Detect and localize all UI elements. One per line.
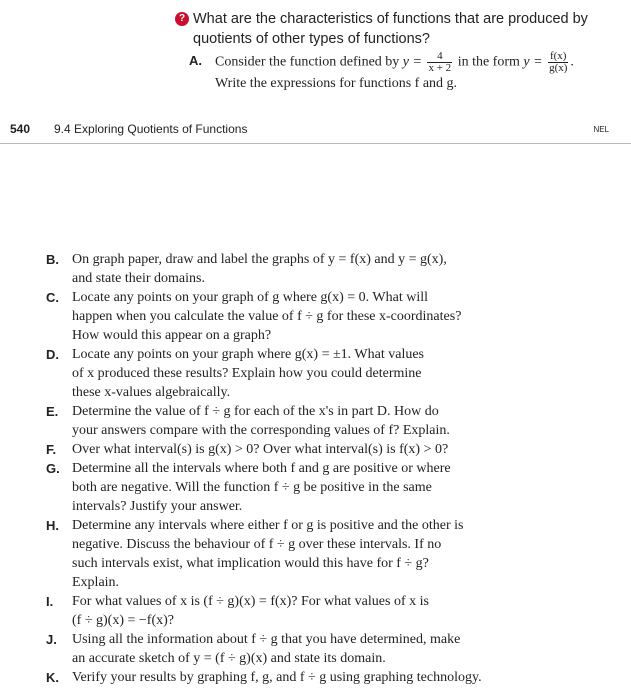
part-text-line: both are negative. Will the function f ÷ g be positive in the same [72, 480, 432, 495]
part-text [72, 288, 552, 345]
page-header [0, 122, 631, 140]
part-letter: D. [46, 347, 59, 362]
part-text [72, 459, 552, 516]
part-text-line: Using all the information about f ÷ g that you have determined, make [72, 632, 461, 647]
part-a [189, 51, 609, 95]
part-a-eq: y = [402, 54, 426, 70]
part-text [72, 250, 552, 288]
part-item [46, 440, 616, 459]
part-item [46, 516, 616, 592]
fraction-denominator: g(x) [549, 62, 568, 74]
part-item [46, 668, 616, 687]
part-text-line: (f ÷ g)(x) = −f(x)? [72, 613, 174, 628]
part-a-line2: Write the expressions for functions f and g. [215, 76, 458, 91]
question-text: What are the characteristics of functions that are produced by quotients of other types of functions? [193, 11, 588, 47]
part-text-line: these x-values algebraically. [72, 385, 231, 400]
part-text-line: For what values of x is (f ÷ g)(x) = f(x)? For what values of x is [72, 594, 429, 609]
part-letter: K. [46, 670, 59, 685]
part-text-line: and state their domains. [72, 271, 205, 286]
part-item [46, 630, 616, 668]
part-text-line: How would this appear on a graph? [72, 328, 272, 343]
question-block [178, 9, 613, 49]
part-letter: J. [46, 632, 57, 647]
part-text [72, 592, 552, 630]
part-text [72, 440, 552, 459]
part-text-line: Determine all the intervals where both f and g are positive or where [72, 461, 451, 476]
part-letter: F. [46, 442, 57, 457]
part-item [46, 459, 616, 516]
part-letter: E. [46, 404, 59, 419]
part-item [46, 345, 616, 402]
part-text-line: negative. Discuss the behaviour of f ÷ g over these intervals. If no [72, 537, 442, 552]
part-a-line1-pre: Consider the function defined by [215, 54, 403, 70]
part-text-line: Over what interval(s) is g(x) > 0? Over what interval(s) is f(x) > 0? [72, 442, 449, 457]
section-title: 9.4 Exploring Quotients of Functions [54, 122, 248, 136]
part-text [72, 516, 552, 592]
part-text [72, 630, 552, 668]
part-text-line: Locate any points on your graph of g where g(x) = 0. What will [72, 290, 428, 305]
part-item [46, 592, 616, 630]
part-text-line: of x produced these results? Explain how you could determine [72, 366, 422, 381]
header-divider [0, 143, 631, 144]
part-letter: B. [46, 252, 59, 267]
publisher-mark: NEL [593, 125, 609, 134]
part-letter: H. [46, 518, 59, 533]
parts-list [46, 250, 616, 687]
part-text [72, 668, 552, 687]
part-text-line: Determine the value of f ÷ g for each of the x's in part D. How do [72, 404, 439, 419]
part-a-text [215, 51, 574, 93]
part-a-eq2: y = [523, 54, 547, 70]
part-item [46, 250, 616, 288]
fraction-4-over-x-plus-2 [427, 51, 452, 74]
part-text-line: Explain. [72, 575, 120, 590]
question-icon: ? [175, 12, 189, 26]
part-text-line: Locate any points on your graph where g(x) = ±1. What values [72, 347, 424, 362]
part-text-line: On graph paper, draw and label the graphs of y = f(x) and y = g(x), [72, 252, 447, 267]
page-number: 540 [10, 122, 31, 136]
part-text-line: such intervals exist, what implication would this have for f ÷ g? [72, 556, 429, 571]
part-text-line: your answers compare with the corresponding values of f? Explain. [72, 423, 450, 438]
part-text-line: an accurate sketch of y = (f ÷ g)(x) and state its domain. [72, 651, 386, 666]
part-letter: G. [46, 461, 60, 476]
part-text-line: intervals? Justify your answer. [72, 499, 243, 514]
part-a-line1-mid: in the form [454, 54, 524, 70]
part-a-line1-end: . [570, 54, 574, 70]
part-item [46, 288, 616, 345]
part-text [72, 402, 552, 440]
part-text-line: happen when you calculate the value of f ÷ g for these x-coordinates? [72, 309, 462, 324]
part-letter: A. [189, 53, 202, 68]
part-text [72, 345, 552, 402]
fraction-numerator: f(x) [549, 50, 567, 62]
part-item [46, 402, 616, 440]
part-letter: I. [46, 594, 54, 609]
fraction-f-over-g [548, 51, 568, 74]
part-text-line: Verify your results by graphing f, g, and f ÷ g using graphing technology. [72, 670, 482, 685]
part-text-line: Determine any intervals where either f or g is positive and the other is [72, 518, 464, 533]
part-letter: C. [46, 290, 59, 305]
fraction-denominator: x + 2 [428, 62, 452, 74]
fraction-numerator: 4 [427, 51, 452, 63]
